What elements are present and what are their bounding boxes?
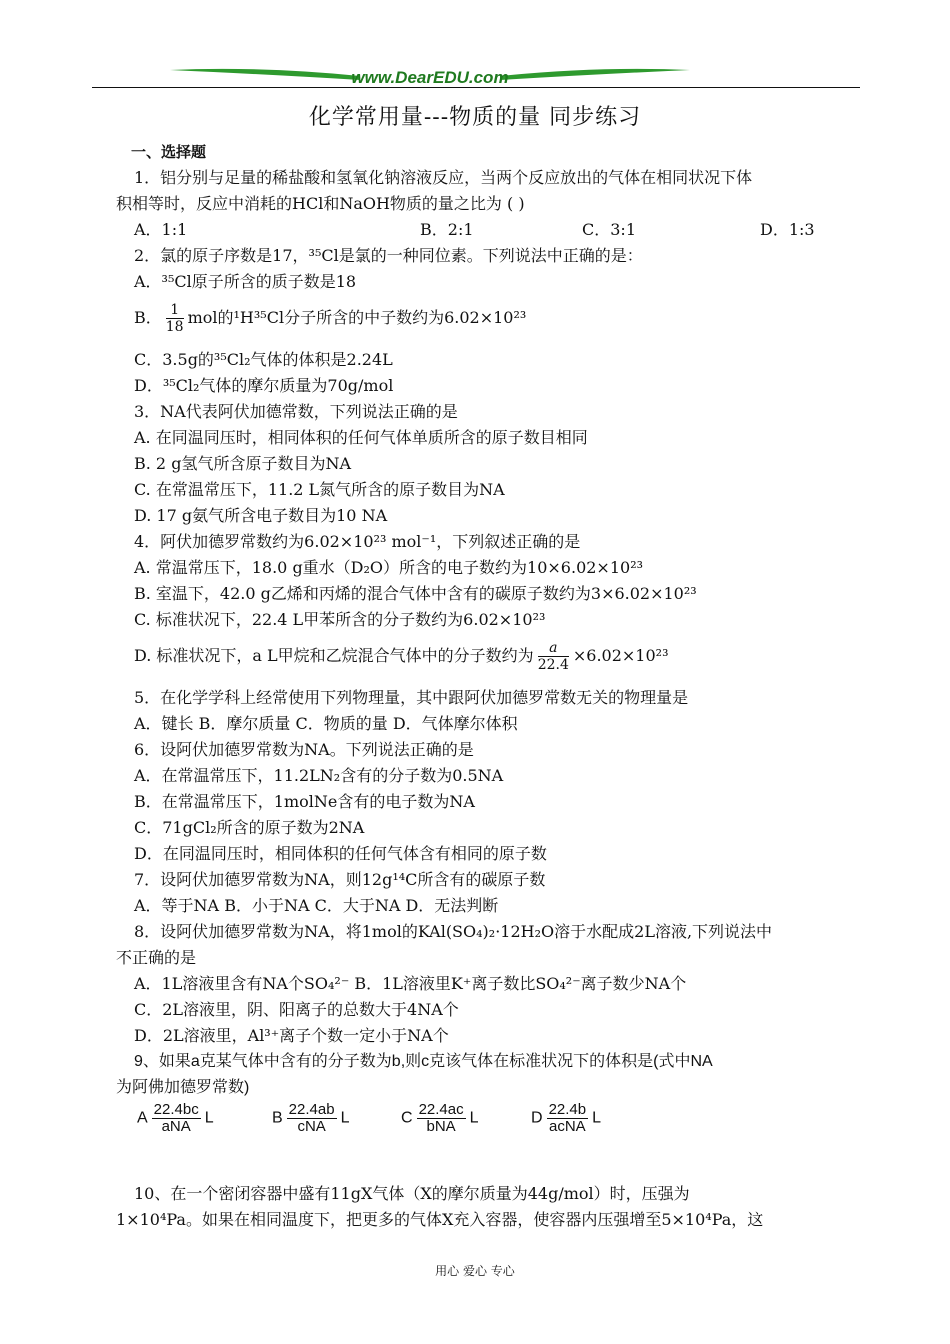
document-title: 化学常用量---物质的量 同步练习 [308, 105, 642, 130]
q4-option-b: B. 室温下，42.0 g乙烯和丙烯的混合气体中含有的碳原子数约为3×6.02×10²³ [134, 584, 697, 603]
q1-option-a: A．1:1 [134, 220, 188, 239]
q10-stem-1: 10、在一个密闭容器中盛有11gX气体（X的摩尔质量为44g/mol）时，压强为 [134, 1184, 690, 1203]
q2-option-b-text: mol的¹H³⁵Cl分子所含的中子数约为6.02×10²³ [187, 308, 527, 327]
q1-option-c: C．3:1 [582, 220, 636, 239]
q4-option-c: C. 标准状况下，22.4 L甲苯所含的分子数约为6.02×10²³ [134, 610, 546, 629]
q2-option-b [134, 298, 526, 338]
q2-option-a: A．³⁵Cl原子所含的质子数是18 [134, 272, 357, 291]
fraction [152, 1102, 201, 1135]
q5-stem: 5．在化学学科上经常使用下列物理量，其中跟阿伏加德罗常数无关的物理量是 [134, 688, 689, 707]
q4-stem: 4．阿伏加德罗常数约为6.02×10²³ mol⁻¹，下列叙述正确的是 [134, 532, 581, 551]
option-unit: L [340, 1109, 350, 1127]
page-footer: 用心 爱心 专心 [435, 1264, 515, 1278]
option-unit: L [469, 1109, 479, 1127]
fraction [538, 640, 569, 673]
q4-option-d [134, 636, 668, 676]
q2-stem: 2．氯的原子序数是17，³⁵Cl是氯的一种同位素。下列说法中正确的是： [134, 246, 643, 265]
q9-option-b [272, 1102, 349, 1135]
q3-stem: 3．NA代表阿伏加德常数，下列说法正确的是 [134, 402, 458, 421]
q4-option-d-text: D. 标准状况下，a L甲烷和乙烷混合气体中的分子数约为 [134, 646, 534, 665]
q7-stem: 7．设阿伏加德罗常数为NA，则12g¹⁴C所含有的碳原子数 [134, 870, 546, 889]
q3-option-c: C. 在常温常压下，11.2 L氮气所含的原子数目为NA [134, 480, 505, 499]
fraction-numerator: 1 [166, 302, 184, 319]
q5-options: A．键长 B．摩尔质量 C．物质的量 D．气体摩尔体积 [134, 714, 518, 733]
fraction-numerator: 22.4ab [288, 1101, 335, 1118]
q9-stem-2: 为阿佛加德罗常数) [116, 1079, 250, 1096]
q4-option-a: A. 常温常压下，18.0 g重水（D₂O）所含的电子数约为10×6.02×10²³ [134, 558, 644, 577]
fraction [287, 1102, 337, 1135]
q8-option-c: C．2L溶液里，阴、阳离子的总数大于4NA个 [134, 1000, 459, 1019]
q8-stem-1: 8．设阿伏加德罗常数为NA，将1mol的KAl(SO₄)₂·12H₂O溶于水配成2L溶液,下列说法中 [134, 922, 773, 941]
fraction [166, 302, 184, 335]
q8-option-ab: A．1L溶液里含有NA个SO₄²⁻ B．1L溶液里K⁺离子数比SO₄²⁻离子数少NA个 [134, 974, 687, 993]
q6-option-b: B．在常温常压下，1molNe含有的电子数为NA [134, 792, 475, 811]
q1-stem-2: 积相等时，反应中消耗的HCl和NaOH物质的量之比为 ( ) [116, 194, 525, 213]
q3-option-b: B. 2 g氢气所含原子数目为NA [134, 454, 351, 473]
fraction-denominator: bNA [426, 1118, 456, 1135]
q1-stem-1: 1．铝分别与足量的稀盐酸和氢氧化钠溶液反应，当两个反应放出的气体在相同状况下体 [134, 168, 753, 187]
option-label: B [272, 1109, 283, 1127]
fraction-denominator: 18 [165, 319, 184, 335]
q10-stem-2: 1×10⁴Pa。如果在相同温度下，把更多的气体X充入容器，使容器内压强增至5×10⁴Pa，这 [116, 1210, 764, 1229]
q1-option-d: D．1:3 [760, 220, 815, 239]
fraction-denominator: cNA [297, 1118, 326, 1135]
fraction-denominator: acNA [548, 1118, 586, 1135]
q9-option-d [531, 1102, 601, 1135]
q2-option-b-label: B． [134, 308, 162, 327]
option-unit: L [592, 1109, 602, 1127]
fraction [547, 1102, 589, 1135]
q3-option-d: D. 17 g氨气所含电子数目为10 NA [134, 506, 388, 525]
q6-option-c: C．71gCl₂所含的原子数为2NA [134, 818, 365, 837]
site-banner-logo [170, 66, 690, 88]
q1-option-b: B．2:1 [420, 220, 474, 239]
q4-option-d-tail: ×6.02×10²³ [572, 646, 669, 665]
fraction-numerator: 22.4bc [153, 1101, 199, 1118]
fraction-denominator: aNA [161, 1118, 191, 1135]
q8-option-d: D．2L溶液里，Al³⁺离子个数一定小于NA个 [134, 1026, 449, 1045]
option-label: C [401, 1109, 413, 1127]
fraction-numerator: 22.4ac [418, 1101, 464, 1118]
q6-stem: 6．设阿伏加德罗常数为NA。下列说法正确的是 [134, 740, 474, 759]
q8-stem-2: 不正确的是 [116, 948, 197, 967]
section-heading: 一、选择题 [131, 143, 207, 161]
q3-option-a: A. 在同温同压时，相同体积的任何气体单质所含的原子数目相同 [134, 428, 588, 447]
option-label: A [137, 1109, 148, 1127]
q7-options: A．等于NA B．小于NA C．大于NA D．无法判断 [134, 896, 499, 915]
fraction-numerator: 22.4b [548, 1101, 587, 1118]
q6-option-a: A．在常温常压下，11.2LN₂含有的分子数为0.5NA [134, 766, 504, 785]
q2-option-c: C．3.5g的³⁵Cl₂气体的体积是2.24L [134, 350, 393, 369]
fraction [417, 1102, 466, 1135]
q9-option-a [137, 1102, 214, 1135]
q9-option-c [401, 1102, 479, 1135]
q6-option-d: D．在同温同压时，相同体积的任何气体含有相同的原子数 [134, 844, 547, 863]
header-rule [92, 87, 860, 88]
site-url: www.DearEDU.com [351, 68, 509, 87]
fraction-numerator: a [538, 640, 569, 657]
q9-stem-1: 9、如果a克某气体中含有的分子数为b,则c克该气体在标准状况下的体积是(式中NA [134, 1053, 713, 1070]
option-label: D [531, 1109, 543, 1127]
q2-option-d: D．³⁵Cl₂气体的摩尔质量为70g/mol [134, 376, 394, 395]
option-unit: L [204, 1109, 214, 1127]
fraction-denominator: 22.4 [537, 657, 569, 673]
